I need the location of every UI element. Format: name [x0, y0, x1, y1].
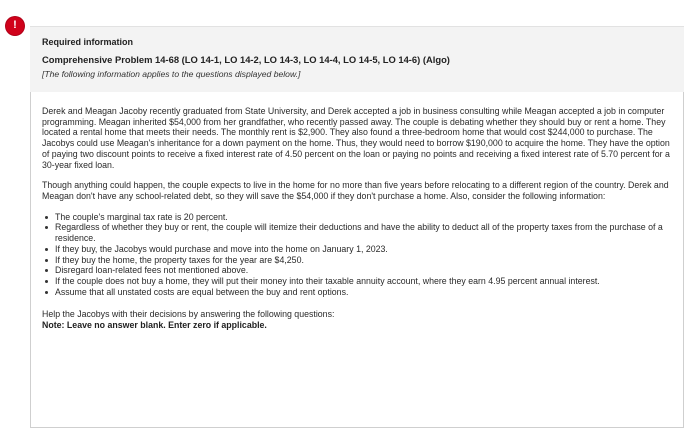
required-information-header: [30, 26, 684, 92]
help-instructions: Help the Jacobys with their decisions by answering the following questions:: [42, 308, 335, 319]
list-item: The couple's marginal tax rate is 20 percent.: [45, 212, 673, 223]
required-information-label: Required information: [42, 37, 134, 47]
alert-icon: !: [6, 17, 24, 35]
list-item: If the couple does not buy a home, they will put their money into their taxable annuity account, where they earn 4.95 percent annual interest.: [45, 276, 673, 287]
problem-body: [30, 92, 684, 428]
applies-note: [The following information applies to the questions displayed below.]: [42, 69, 301, 80]
list-item: Disregard loan-related fees not mentioned above.: [45, 265, 673, 276]
list-item: Assume that all unstated costs are equal between the buy and rent options.: [45, 287, 673, 298]
answer-note: Note: Leave no answer blank. Enter zero if applicable.: [42, 320, 267, 331]
list-item: Regardless of whether they buy or rent, the couple will itemize their deductions and have the ability to deduct all of the property taxes from the purchase of a residence.: [45, 222, 673, 243]
problem-title: Comprehensive Problem 14-68 (LO 14-1, LO 14-2, LO 14-3, LO 14-4, LO 14-5, LO 14-6) (Algo): [42, 53, 450, 65]
list-item: If they buy, the Jacobys would purchase and move into the home on January 1, 2023.: [45, 244, 673, 255]
scenario-paragraph: Derek and Meagan Jacoby recently graduated from State University, and Derek accepted a job in business consulting while Meagan accepted a job in computer programming. Meagan inherited $54,000 from her grandfather, who recently passed away. The couple is debating whether they should buy or rent a home. They located a rental home that meets their needs. The monthly rent is $2,900. They also found a three-bedroom home that would cost $244,000 to purchase. The Jacobys could use Meagan's inheritance for a down payment on the home. Thus, they would need to borrow $190,000 to acquire the home. They have the option of paying two discount points to receive a fixed interest rate of 4.50 percent on the loan or paying no points and receiving a fixed interest rate of 5.70 percent for a 30-year fixed loan.: [42, 106, 670, 170]
assumptions-list: [45, 212, 673, 298]
list-item: If they buy the home, the property taxes for the year are $4,250.: [45, 255, 673, 266]
relocation-paragraph: Though anything could happen, the couple expects to live in the home for no more than five years before relocating to a different region of the country. Derek and Meagan don't have any school-related debt, so they will save the $54,000 if they don't purchase a home. Also, consider the following information:: [42, 180, 669, 202]
